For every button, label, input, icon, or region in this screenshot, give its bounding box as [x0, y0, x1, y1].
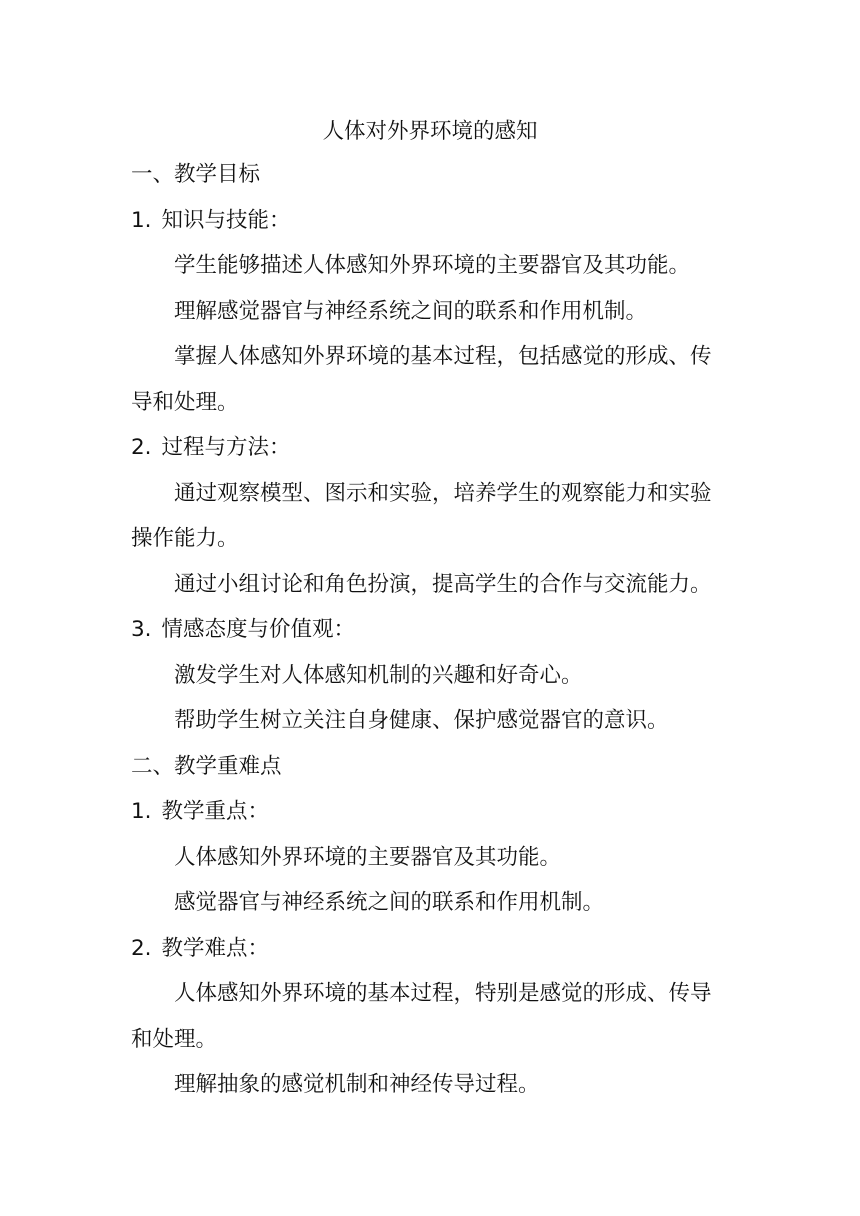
paragraph: 通过小组讨论和角色扮演，提高学生的合作与交流能力。 [174, 571, 712, 597]
subsection-heading [131, 425, 731, 471]
subsection-heading [131, 607, 731, 653]
subsection-heading [131, 926, 731, 972]
subsection-number: 1. [131, 799, 152, 824]
paragraph: 通过观察模型、图示和实验，培养学生的观察能力和实验操作能力。 [131, 480, 712, 551]
subsection-heading [131, 198, 731, 244]
section-heading: 二、教学重难点 [131, 753, 282, 779]
subsection-heading [131, 789, 731, 835]
subsection-number: 2. [131, 435, 152, 460]
subsection-number: 3. [131, 617, 152, 642]
paragraph: 人体感知外界环境的主要器官及其功能。 [174, 844, 562, 870]
paragraph: 激发学生对人体感知机制的兴趣和好奇心。 [174, 662, 583, 688]
subsection-number: 1. [131, 207, 152, 233]
document-title: 人体对外界环境的感知 [322, 119, 538, 144]
subsection-title: 教学重点： [161, 799, 270, 824]
subsection-title: 情感态度与价值观： [161, 617, 356, 642]
paragraph: 感觉器官与神经系统之间的联系和作用机制。 [174, 890, 605, 915]
paragraph: 人体感知外界环境的基本过程，特别是感觉的形成、传导和处理。 [131, 981, 712, 1052]
subsection-number: 2. [131, 935, 152, 961]
section-heading: 一、教学目标 [131, 162, 261, 187]
document-body [131, 112, 731, 1108]
subsection-title: 知识与技能： [161, 207, 291, 233]
subsection-title: 过程与方法： [161, 435, 291, 460]
paragraph: 理解抽象的感觉机制和神经传导过程。 [174, 1072, 540, 1097]
paragraph: 学生能够描述人体感知外界环境的主要器官及其功能。 [174, 253, 691, 278]
paragraph: 帮助学生树立关注自身健康、保护感觉器官的意识。 [174, 708, 669, 733]
paragraph: 掌握人体感知外界环境的基本过程，包括感觉的形成、传导和处理。 [131, 344, 712, 415]
subsection-title: 教学难点： [161, 935, 270, 961]
paragraph: 理解感觉器官与神经系统之间的联系和作用机制。 [174, 298, 648, 324]
